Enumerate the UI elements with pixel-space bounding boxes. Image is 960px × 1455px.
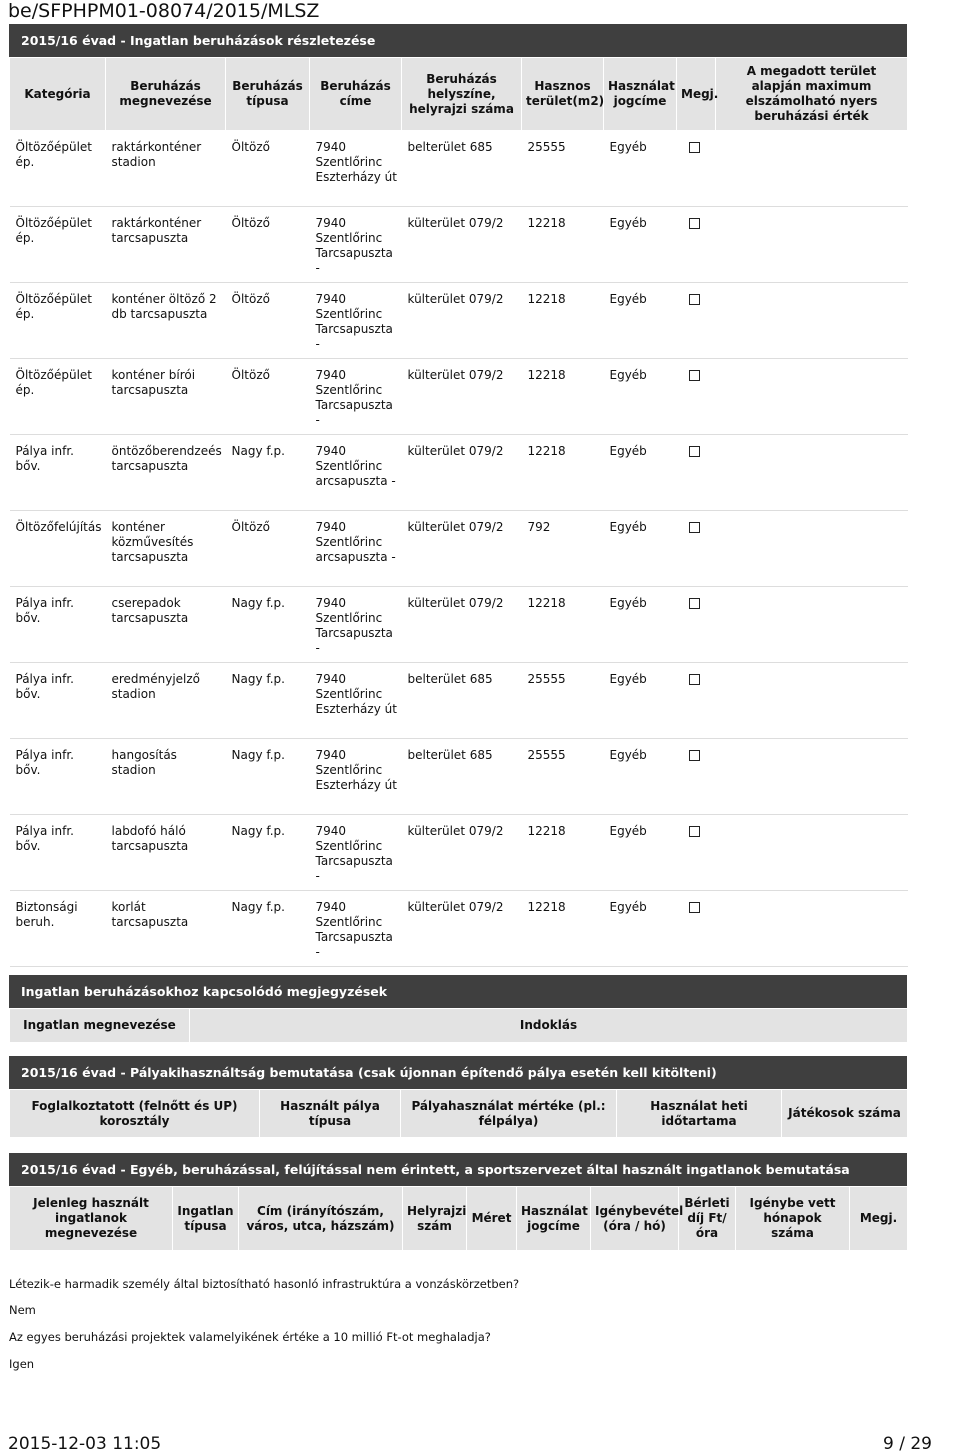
cell-max-value xyxy=(716,587,908,663)
cell-investment-name: eredményjelző stadion xyxy=(106,663,226,739)
cell-usable-area: 792 xyxy=(522,511,604,587)
cell-usage-title: Egyéb xyxy=(604,663,677,739)
cell-usage-title: Egyéb xyxy=(604,359,677,435)
other-header-parcel-number: Helyrajzi szám xyxy=(403,1187,467,1251)
cell-investment-type: Nagy f.p. xyxy=(226,815,310,891)
footer-timestamp: 2015-12-03 11:05 xyxy=(8,1434,162,1454)
cell-location: külterület 079/2 xyxy=(402,435,522,511)
investment-row xyxy=(10,891,908,967)
cell-location: külterület 079/2 xyxy=(402,359,522,435)
cell-investment-name: konténer közművesítés tarcsapuszta xyxy=(106,511,226,587)
investments-section xyxy=(9,24,907,967)
other-header-property-type: Ingatlan típusa xyxy=(173,1187,239,1251)
note-checkbox[interactable] xyxy=(689,674,700,685)
cell-investment-type: Öltöző xyxy=(226,131,310,207)
cell-usage-title: Egyéb xyxy=(604,283,677,359)
utilization-header-usage-extent: Pályahasználat mértéke (pl.: félpálya) xyxy=(401,1090,617,1138)
cell-max-value xyxy=(716,739,908,815)
cell-investment-name: cserepadok tarcsapuszta xyxy=(106,587,226,663)
investment-row xyxy=(10,359,908,435)
other-header-utilization-hours: Igénybevétel (óra / hó) xyxy=(591,1187,679,1251)
cell-usage-title: Egyéb xyxy=(604,739,677,815)
comments-table xyxy=(9,1008,908,1043)
cell-location: belterület 685 xyxy=(402,739,522,815)
cell-max-value xyxy=(716,207,908,283)
note-checkbox[interactable] xyxy=(689,598,700,609)
other-header-current-properties: Jelenleg használt ingatlanok megnevezése xyxy=(10,1187,173,1251)
comments-header-reason: Indoklás xyxy=(190,1009,908,1043)
investment-row xyxy=(10,435,908,511)
cell-category: Pálya infr. bőv. xyxy=(10,815,106,891)
cell-note xyxy=(677,435,716,511)
cell-usage-title: Egyéb xyxy=(604,815,677,891)
cell-max-value xyxy=(716,663,908,739)
header-max-value: A megadott terület alapján maximum elszámolható nyers beruházási érték xyxy=(716,58,908,131)
cell-category: Öltözőépület ép. xyxy=(10,207,106,283)
investments-table xyxy=(9,57,908,967)
header-note: Megj. xyxy=(677,58,716,131)
cell-investment-name: raktárkonténer stadion xyxy=(106,131,226,207)
utilization-table xyxy=(9,1089,908,1138)
cell-investment-name: öntözőberendzeés tarcsapuszta xyxy=(106,435,226,511)
cell-investment-type: Öltöző xyxy=(226,207,310,283)
cell-usable-area: 12218 xyxy=(522,435,604,511)
header-investment-name: Beruházás megnevezése xyxy=(106,58,226,131)
cell-investment-type: Öltöző xyxy=(226,511,310,587)
cell-usable-area: 12218 xyxy=(522,891,604,967)
utilization-header-age-group: Foglalkoztatott (felnőtt és UP) korosztály xyxy=(10,1090,260,1138)
cell-investment-type: Nagy f.p. xyxy=(226,435,310,511)
question-third-party-infrastructure: Létezik-e harmadik személy által biztosítható hasonló infrastruktúra a vonzáskörzetben? xyxy=(9,1277,520,1291)
cell-investment-type: Nagy f.p. xyxy=(226,663,310,739)
other-header-rent-fee: Bérleti díj Ft/óra xyxy=(679,1187,736,1251)
cell-usable-area: 25555 xyxy=(522,131,604,207)
note-checkbox[interactable] xyxy=(689,218,700,229)
document-id: be/SFPHPM01-08074/2015/MLSZ xyxy=(8,0,320,22)
note-checkbox[interactable] xyxy=(689,902,700,913)
cell-usage-title: Egyéb xyxy=(604,587,677,663)
cell-note xyxy=(677,587,716,663)
comments-title: Ingatlan beruházásokhoz kapcsolódó megjegyzések xyxy=(9,975,907,1008)
header-investment-address: Beruházás címe xyxy=(310,58,402,131)
comments-section xyxy=(9,975,907,1043)
other-header-usage-title: Használat jogcíme xyxy=(517,1187,591,1251)
cell-category: Öltözőfelújítás xyxy=(10,511,106,587)
cell-investment-address: 7940 Szentlőrinc Tarcsapuszta - xyxy=(310,891,402,967)
investment-row xyxy=(10,587,908,663)
header-category: Kategória xyxy=(10,58,106,131)
cell-investment-address: 7940 Szentlőrinc Eszterházy út xyxy=(310,663,402,739)
utilization-section xyxy=(9,1056,907,1138)
other-properties-table xyxy=(9,1186,908,1251)
cell-investment-address: 7940 Szentlőrinc arcsapuszta - xyxy=(310,511,402,587)
cell-investment-address: 7940 Szentlőrinc Tarcsapuszta - xyxy=(310,815,402,891)
cell-usable-area: 12218 xyxy=(522,587,604,663)
cell-location: külterület 079/2 xyxy=(402,815,522,891)
cell-max-value xyxy=(716,359,908,435)
cell-category: Öltözőépület ép. xyxy=(10,131,106,207)
cell-usable-area: 25555 xyxy=(522,739,604,815)
cell-max-value xyxy=(716,131,908,207)
comments-header-property: Ingatlan megnevezése xyxy=(10,1009,190,1043)
cell-note xyxy=(677,511,716,587)
utilization-header-weekly-duration: Használat heti időtartama xyxy=(617,1090,782,1138)
cell-usable-area: 12218 xyxy=(522,815,604,891)
answer-project-over-10m: Igen xyxy=(9,1357,35,1371)
cell-usable-area: 12218 xyxy=(522,207,604,283)
utilization-header-field-type: Használt pálya típusa xyxy=(260,1090,401,1138)
cell-location: belterület 685 xyxy=(402,131,522,207)
investment-row xyxy=(10,663,908,739)
cell-usage-title: Egyéb xyxy=(604,511,677,587)
investment-row xyxy=(10,207,908,283)
note-checkbox[interactable] xyxy=(689,826,700,837)
cell-location: külterület 079/2 xyxy=(402,283,522,359)
question-project-over-10m: Az egyes beruházási projektek valamelyikének értéke a 10 millió Ft-ot meghaladja? xyxy=(9,1330,491,1344)
cell-usable-area: 25555 xyxy=(522,663,604,739)
cell-usage-title: Egyéb xyxy=(604,207,677,283)
cell-investment-address: 7940 Szentlőrinc Eszterházy út xyxy=(310,131,402,207)
cell-category: Pálya infr. bőv. xyxy=(10,435,106,511)
cell-investment-name: raktárkonténer tarcsapuszta xyxy=(106,207,226,283)
cell-max-value xyxy=(716,815,908,891)
investment-row xyxy=(10,815,908,891)
cell-category: Öltözőépület ép. xyxy=(10,359,106,435)
cell-note xyxy=(677,891,716,967)
investment-row xyxy=(10,131,908,207)
cell-max-value xyxy=(716,283,908,359)
investments-title: 2015/16 évad - Ingatlan beruházások részletezése xyxy=(9,24,907,57)
note-checkbox[interactable] xyxy=(689,750,700,761)
cell-location: belterület 685 xyxy=(402,663,522,739)
cell-note xyxy=(677,207,716,283)
cell-investment-address: 7940 Szentlőrinc arcsapuszta - xyxy=(310,435,402,511)
note-checkbox[interactable] xyxy=(689,370,700,381)
investments-header-row xyxy=(10,58,908,131)
cell-note xyxy=(677,359,716,435)
cell-investment-name: labdofó háló tarcsapuszta xyxy=(106,815,226,891)
cell-investment-address: 7940 Szentlőrinc Tarcsapuszta - xyxy=(310,359,402,435)
cell-location: külterület 079/2 xyxy=(402,587,522,663)
note-checkbox[interactable] xyxy=(689,522,700,533)
utilization-title: 2015/16 évad - Pályakihasználtság bemutatása (csak újonnan építendő pálya esetén kell kitölteni) xyxy=(9,1056,907,1089)
cell-investment-address: 7940 Szentlőrinc Tarcsapuszta - xyxy=(310,207,402,283)
header-usable-area: Hasznos terület(m2) xyxy=(522,58,604,131)
other-properties-section xyxy=(9,1153,907,1251)
note-checkbox[interactable] xyxy=(689,294,700,305)
cell-usable-area: 12218 xyxy=(522,359,604,435)
cell-investment-type: Nagy f.p. xyxy=(226,891,310,967)
investment-row xyxy=(10,739,908,815)
cell-max-value xyxy=(716,891,908,967)
cell-max-value xyxy=(716,435,908,511)
cell-max-value xyxy=(716,511,908,587)
note-checkbox[interactable] xyxy=(689,142,700,153)
cell-investment-name: korlát tarcsapuszta xyxy=(106,891,226,967)
cell-category: Pálya infr. bőv. xyxy=(10,739,106,815)
cell-investment-name: konténer öltöző 2 db tarcsapuszta xyxy=(106,283,226,359)
investment-row xyxy=(10,511,908,587)
other-properties-title: 2015/16 évad - Egyéb, beruházással, felújítással nem érintett, a sportszervezet által használt ingatlanok bemutatása xyxy=(9,1153,907,1186)
cell-investment-type: Öltöző xyxy=(226,283,310,359)
cell-usage-title: Egyéb xyxy=(604,131,677,207)
utilization-header-player-count: Játékosok száma xyxy=(782,1090,908,1138)
cell-usage-title: Egyéb xyxy=(604,891,677,967)
header-location-parcel: Beruházás helyszíne, helyrajzi száma xyxy=(402,58,522,131)
cell-category: Pálya infr. bőv. xyxy=(10,587,106,663)
other-header-months-used: Igénybe vett hónapok száma xyxy=(736,1187,850,1251)
cell-category: Pálya infr. bőv. xyxy=(10,663,106,739)
other-header-note: Megj. xyxy=(850,1187,908,1251)
cell-note xyxy=(677,663,716,739)
note-checkbox[interactable] xyxy=(689,446,700,457)
cell-usable-area: 12218 xyxy=(522,283,604,359)
investment-row xyxy=(10,283,908,359)
cell-investment-address: 7940 Szentlőrinc Tarcsapuszta - xyxy=(310,587,402,663)
cell-note xyxy=(677,131,716,207)
cell-category: Öltözőépület ép. xyxy=(10,283,106,359)
cell-investment-address: 7940 Szentlőrinc Tarcsapuszta - xyxy=(310,283,402,359)
cell-investment-type: Nagy f.p. xyxy=(226,587,310,663)
cell-investment-name: konténer bírói tarcsapuszta xyxy=(106,359,226,435)
cell-note xyxy=(677,815,716,891)
header-usage-title: Használat jogcíme xyxy=(604,58,677,131)
answer-third-party-infrastructure: Nem xyxy=(9,1303,36,1317)
cell-location: külterület 079/2 xyxy=(402,207,522,283)
header-investment-type: Beruházás típusa xyxy=(226,58,310,131)
footer-page-number: 9 / 29 xyxy=(883,1434,932,1454)
cell-location: külterület 079/2 xyxy=(402,511,522,587)
cell-note xyxy=(677,739,716,815)
cell-note xyxy=(677,283,716,359)
cell-usage-title: Egyéb xyxy=(604,435,677,511)
other-header-address: Cím (irányítószám, város, utca, házszám) xyxy=(239,1187,403,1251)
cell-investment-type: Nagy f.p. xyxy=(226,739,310,815)
cell-investment-address: 7940 Szentlőrinc Eszterházy út xyxy=(310,739,402,815)
cell-location: külterület 079/2 xyxy=(402,891,522,967)
cell-investment-type: Öltöző xyxy=(226,359,310,435)
cell-category: Biztonsági beruh. xyxy=(10,891,106,967)
cell-investment-name: hangosítás stadion xyxy=(106,739,226,815)
other-header-size: Méret xyxy=(467,1187,517,1251)
